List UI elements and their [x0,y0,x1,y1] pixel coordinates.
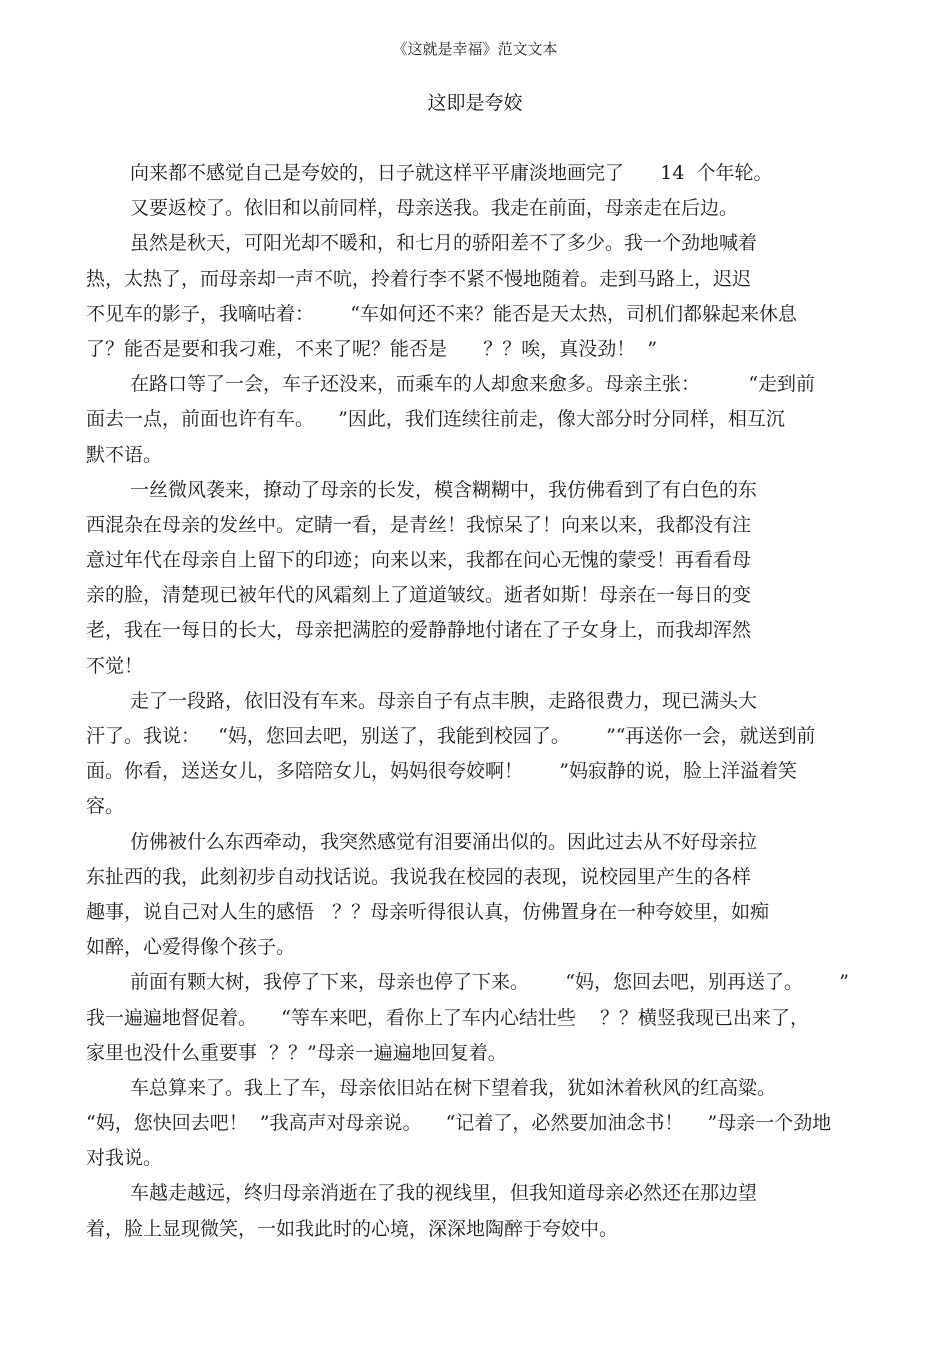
text-line: 虽然是秋天，可阳光却不暖和，和七月的骄阳差不了多少。我一个劲地喊着 [130,232,758,255]
text-line: 东扯西的我，此刻初步自动找话说。我说我在校园的表现，说校园里产生的各样 [86,865,752,888]
article-title: 这即是夸姣 [427,92,523,114]
text-line: “妈，您快回去吧！ ”我高声对母亲说。 “记着了，必然要加油念书！ ”母亲一个劲地 [86,1112,832,1135]
text-line: 我一遍遍地督促着。 “等车来吧，看你上了车内心结壮些 ？？横竖我现已出来了， [86,1006,810,1029]
text-line: 热，太热了，而母亲却一声不吭，拎着行李不紧不慢地随着。走到马路上，迟迟 [86,267,752,290]
text-line: 仿佛被什么东西牵动，我突然感觉有泪要涌出似的。因此过去从不好母亲拉 [130,830,758,853]
text-line: 车越走越远，终归母亲消逝在了我的视线里，但我知道母亲必然还在那边望 [130,1182,758,1205]
text-line: 趣事，说自己对人生的感悟 ？？母亲听得很认真，仿佛置身在一种夸姣里，如痴 [86,900,770,923]
text-line: 亲的脸，清楚现已被年代的风霜刻上了道道皱纹。逝者如斯！母亲在一每日的变 [86,584,752,607]
text-line: 不觉！ [86,654,144,677]
text-line: 在路口等了一会，车子还没来，而乘车的人却愈来愈多。母亲主张： “走到前 [130,373,816,396]
text-line: 家里也没什么重要事 ？？”母亲一遍遍地回复着。 [86,1041,507,1064]
page-header: 《这就是幸福》范文文本 [392,40,558,58]
text-line: 西混杂在母亲的发丝中。定睛一看，是青丝！我惊呆了！向来以来，我都没有注 [86,513,752,536]
article-body [86,156,856,1247]
text-line: 向来都不感觉自己是夸姣的，日子就这样平平庸淡地画完了 14 个年轮。 [130,162,773,184]
text-line: 走了一段路，依旧没有车来。母亲自子有点丰腴，走路很费力，现已满头大 [130,689,758,712]
text-line: 汗了。我说： “妈，您回去吧，别送了，我能到校园了。 ”“再送你一会，就送到前 [86,725,816,747]
text-line: 前面有颗大树，我停了下来，母亲也停了下来。 “妈，您回去吧，别再送了。 ” [130,971,849,994]
text-line: 默不语。 [86,443,163,466]
text-line: 着，脸上显现微笑，一如我此时的心境，深深地陶醉于夸姣中。 [86,1217,619,1240]
text-line: 一丝微风袭来，撩动了母亲的长发，模含糊糊中，我仿佛看到了有白色的东 [130,478,758,501]
text-line: 意过年代在母亲自上留下的印迹；向来以来，我都在问心无愧的蒙受！再看看母 [86,549,752,572]
text-line: 如醉，心爱得像个孩子。 [86,936,296,959]
text-line: 老，我在一每日的长大，母亲把满腔的爱静静地付诸在了子女身上，而我却浑然 [86,619,752,642]
text-line: 车总算来了。我上了车，母亲依旧站在树下望着我，犹如沐着秋风的红高粱。 [130,1076,777,1099]
text-line: 对我说。 [86,1147,163,1170]
text-line: 容。 [86,795,125,818]
text-line: 又要返校了。依旧和以前同样，母亲送我。我走在前面，母亲走在后边。 [130,197,739,220]
text-line: 面。你看，送送女儿，多陪陪女儿，妈妈很夸姣啊！ ”妈寂静的说，脸上洋溢着笑 [86,760,797,783]
text-line: 不见车的影子，我嘀咕着： “车如何还不来？能否是天太热，司机们都躲起来休息 [86,302,797,325]
text-line: 面去一点，前面也许有车。 ”因此，我们连续往前走，像大部分时分同样，相互沉 [86,408,785,431]
text-line: 了？能否是要和我刁难，不来了呢？能否是 ？？唉，真没劲！ ” [86,337,658,360]
